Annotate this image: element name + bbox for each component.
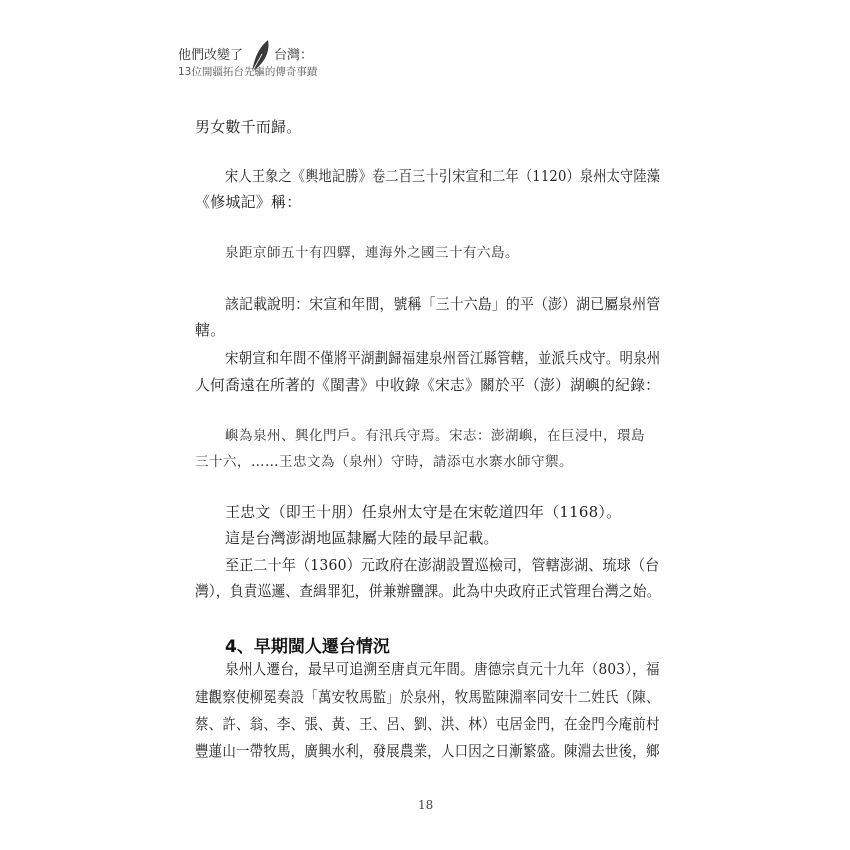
body-line: 宋人王象之《輿地記勝》卷二百三十引宋宣和二年（1120）泉州太守陸藻 — [225, 167, 661, 185]
book-subtitle: 13位開疆拓台先驅的傳奇事蹟 — [178, 66, 318, 78]
body-line: 男女數千而歸。 — [195, 118, 302, 136]
body-line: 轄。 — [195, 321, 226, 339]
body-line: 灣），負責巡邏、查緝罪犯，併兼辦鹽課。此為中央政府正式管理台灣之始。 — [195, 582, 661, 600]
body-line: 王忠文（即王十朋）任泉州太守是在宋乾道四年（1168）。 — [225, 503, 622, 521]
page-number: 18 — [418, 798, 434, 812]
body-line: 至正二十年（1360）元政府在澎湖設置巡檢司，管轄澎湖、琉球（台 — [225, 556, 660, 574]
quote-line: 泉距京師五十有四驛，連海外之國三十有六島。 — [225, 245, 519, 261]
body-line: 該記載說明：宋宣和年間，號稱「三十六島」的平（澎）湖已屬泉州管 — [225, 295, 661, 313]
book-title-part2: 台灣： — [274, 48, 314, 63]
body-line: 蔡、許、翁、李、張、黃、王、呂、劉、洪、林）屯居金門，在金門今庵前村 — [195, 715, 660, 733]
body-line: 《修城記》稱： — [195, 193, 302, 211]
quote-line: 三十六，……王忠文為（泉州）守時，請添屯水寨水師守禦。 — [195, 454, 573, 470]
body-line: 建觀察使柳冕奏設「萬安牧馬監」於泉州，牧馬監陳淵率同安十二姓氏（陳、 — [195, 688, 660, 706]
book-title-part1: 他們改變了 — [178, 48, 244, 63]
body-line: 這是台灣澎湖地區隸屬大陸的最早記載。 — [225, 529, 499, 547]
body-line: 豐蓮山一帶牧馬，廣興水利，發展農業，人口因之日漸繁盛。陳淵去世後，鄉 — [195, 742, 660, 760]
section-heading: 4、早期閩人遷台情況 — [225, 637, 390, 657]
body-line: 泉州人遷台，最早可追溯至唐貞元年間。唐德宗貞元十九年（803），福 — [225, 660, 660, 678]
quote-line: 嶼為泉州、興化門戶。有汛兵守焉。宋志：澎湖嶼，在巨浸中，環島 — [225, 428, 645, 444]
body-line: 人何喬遠在所著的《閩書》中收錄《宋志》關於平（澎）湖嶼的紀錄： — [195, 376, 661, 394]
body-line: 宋朝宣和年間不僅將平湖劃歸福建泉州晉江縣管轄，並派兵戍守。明泉州 — [225, 349, 661, 367]
